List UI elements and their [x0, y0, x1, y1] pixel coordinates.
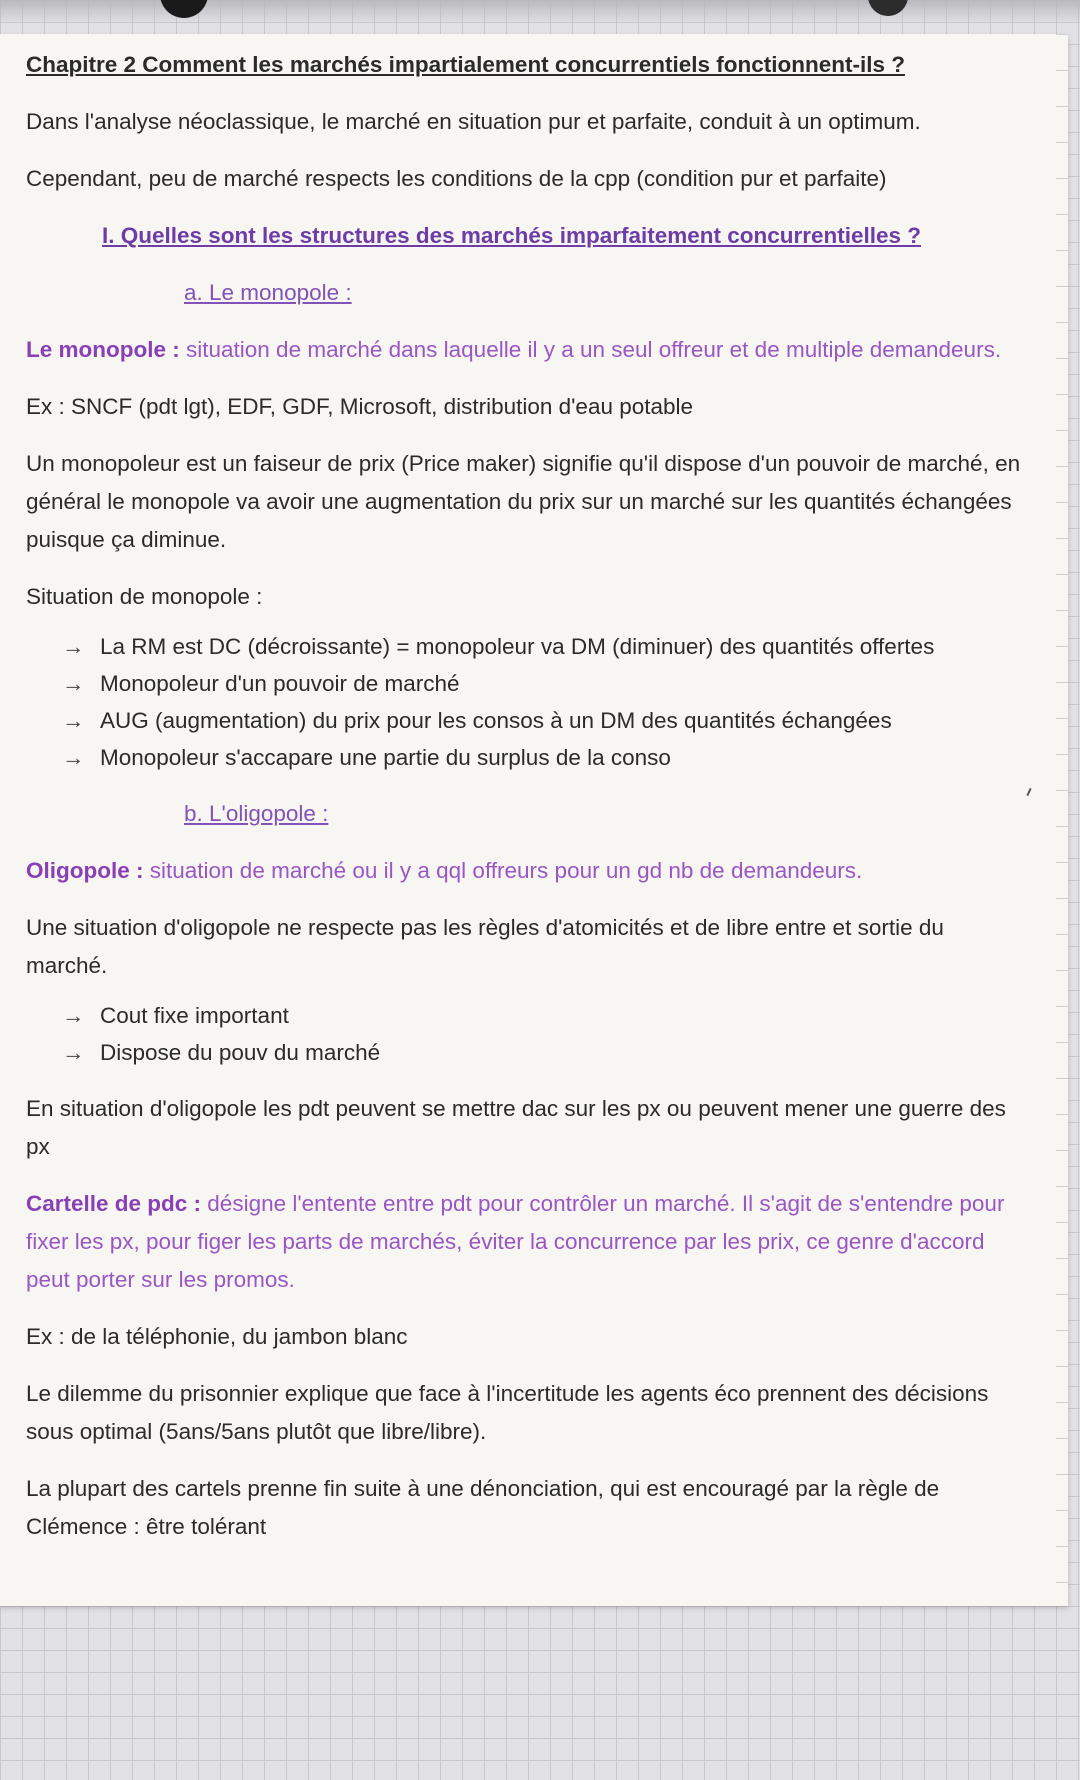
intro-line: Dans l'analyse néoclassique, le marché en situation pur et parfaite, conduit à un optimum.	[26, 109, 921, 134]
example-monopole: Ex : SNCF (pdt lgt), EDF, GDF, Microsoft, distribution d'eau potable	[26, 394, 694, 419]
section-heading: I. Quelles sont les structures des marchés imparfaitement concurrentielles ?	[102, 223, 922, 248]
example-cartel: Ex : de la téléphonie, du jambon blanc	[26, 1324, 408, 1349]
arrow-right-icon: →	[62, 745, 85, 770]
situation-label: Situation de monopole :	[26, 584, 263, 609]
arrow-right-icon: →	[62, 708, 85, 733]
paragraph-clemence: La plupart des cartels prenne fin suite à une dénonciation, qui est encouragé par la règle de Clémence : être tolérant	[26, 1476, 940, 1539]
pen-mark	[1026, 788, 1031, 796]
note-content	[26, 46, 1026, 1546]
term-oligopole: Oligopole :	[26, 858, 144, 883]
list-item: → Monopoleur s'accapare une partie du surplus de la conso	[62, 739, 1026, 776]
list-item: → Monopoleur d'un pouvoir de marché	[62, 665, 1026, 702]
arrow-right-icon: →	[62, 634, 85, 659]
note-sheet	[0, 34, 1068, 1606]
arrow-right-icon: →	[62, 671, 85, 696]
subheading-oligopole: b. L'oligopole :	[184, 801, 329, 826]
intro-line: Cependant, peu de marché respects les conditions de la cpp (condition pur et parfaite)	[26, 166, 887, 191]
list-item: → Cout fixe important	[62, 997, 1026, 1034]
paragraph-dilemme: Le dilemme du prisonnier explique que face à l'incertitude les agents éco prennent des décisions sous optimal (5ans/5ans plutôt que libre/libre).	[26, 1381, 989, 1444]
list-item: → AUG (augmentation) du prix pour les consos à un DM des quantités échangées	[62, 702, 1026, 739]
definition-cartel	[26, 1185, 1026, 1299]
subheading-monopole: a. Le monopole :	[184, 280, 352, 305]
definition-text: désigne l'entente entre pdt pour contrôler un marché. Il s'agit de s'entendre pour fixer les px, pour figer les parts de marchés, éviter la concurrence par les prix, ce genre d'accord peut porter sur les promos.	[26, 1191, 1005, 1292]
oligopole-bullet-list	[26, 997, 1026, 1071]
list-item: → La RM est DC (décroissante) = monopoleur va DM (diminuer) des quantités offertes	[62, 628, 1026, 665]
arrow-right-icon: →	[62, 1040, 85, 1065]
paragraph-oligopole: Une situation d'oligopole ne respecte pas les règles d'atomicités et de libre entre et sortie du marché.	[26, 915, 944, 978]
arrow-right-icon: →	[62, 1003, 85, 1028]
chapter-title: Chapitre 2 Comment les marchés impartialement concurrentiels fonctionnent-ils ?	[26, 52, 905, 77]
term-cartel: Cartelle de pdc :	[26, 1191, 202, 1216]
definition-oligopole	[26, 852, 1026, 890]
paragraph-guerre-prix: En situation d'oligopole les pdt peuvent se mettre dac sur les px ou peuvent mener une guerre des px	[26, 1096, 1006, 1159]
definition-text: situation de marché dans laquelle il y a un seul offreur et de multiple demandeurs.	[179, 337, 1002, 362]
definition-monopole	[26, 331, 1026, 369]
term-monopole: Le monopole :	[26, 337, 180, 362]
monopole-bullet-list	[26, 628, 1026, 776]
sheet-edge-lines	[1056, 34, 1068, 1606]
definition-text: situation de marché ou il y a qql offreurs pour un gd nb de demandeurs.	[143, 858, 863, 883]
paragraph-monopoleur: Un monopoleur est un faiseur de prix (Price maker) signifie qu'il dispose d'un pouvoir de marché, en général le monopole va avoir une augmentation du prix sur un marché sur les quantités échangées puisque ça diminue.	[26, 451, 1021, 552]
list-item: → Dispose du pouv du marché	[62, 1034, 1026, 1071]
